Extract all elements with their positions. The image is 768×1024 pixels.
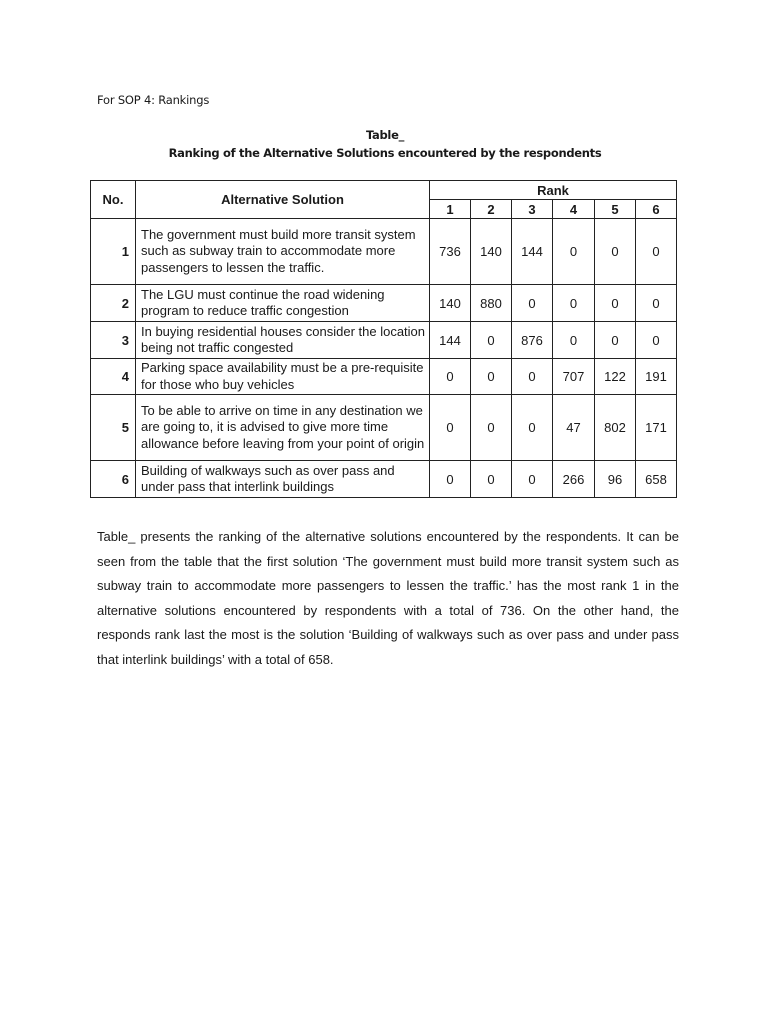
table-label: Table_ [365, 128, 405, 142]
rank-value: 0 [430, 461, 471, 498]
row-solution: In buying residential houses consider the location being not traffic congested [136, 322, 430, 359]
header-alternative-solution: Alternative Solution [136, 181, 430, 219]
rank-value: 0 [471, 395, 512, 461]
rank-value: 0 [636, 285, 677, 322]
row-number: 1 [91, 219, 136, 285]
rank-value: 0 [430, 395, 471, 461]
rank-col-4: 4 [553, 200, 595, 219]
rank-col-3: 3 [512, 200, 553, 219]
row-number: 2 [91, 285, 136, 322]
rank-value: 0 [471, 359, 512, 395]
rank-value: 96 [595, 461, 636, 498]
row-solution: To be able to arrive on time in any destination we are going to, it is advised to give more time allowance before leaving from your point of origin [136, 395, 430, 461]
rank-value: 140 [430, 285, 471, 322]
rank-value: 47 [553, 395, 595, 461]
rank-value: 171 [636, 395, 677, 461]
rank-value: 0 [471, 322, 512, 359]
rank-value: 0 [595, 219, 636, 285]
rank-value: 0 [595, 322, 636, 359]
rank-value: 0 [636, 322, 677, 359]
rank-col-1: 1 [430, 200, 471, 219]
rank-value: 0 [430, 359, 471, 395]
row-number: 4 [91, 359, 136, 395]
rank-value: 0 [553, 285, 595, 322]
row-solution: The government must build more transit system such as subway train to accommodate more passengers to lessen the traffic. [136, 219, 430, 285]
rank-value: 0 [553, 322, 595, 359]
rank-col-2: 2 [471, 200, 512, 219]
rank-value: 144 [512, 219, 553, 285]
rank-value: 144 [430, 322, 471, 359]
rank-value: 802 [595, 395, 636, 461]
rank-value: 266 [553, 461, 595, 498]
table-row [91, 359, 677, 395]
rank-value: 880 [471, 285, 512, 322]
rank-value: 876 [512, 322, 553, 359]
rank-value: 658 [636, 461, 677, 498]
row-number: 5 [91, 395, 136, 461]
table-row [91, 461, 677, 498]
row-number: 3 [91, 322, 136, 359]
table-row [91, 322, 677, 359]
rank-value: 0 [512, 395, 553, 461]
rank-value: 0 [512, 285, 553, 322]
header-no: No. [91, 181, 136, 219]
row-number: 6 [91, 461, 136, 498]
rank-col-6: 6 [636, 200, 677, 219]
rank-value: 122 [595, 359, 636, 395]
rank-value: 0 [471, 461, 512, 498]
row-solution: The LGU must continue the road widening program to reduce traffic congestion [136, 285, 430, 322]
rank-value: 0 [512, 461, 553, 498]
table-row [91, 285, 677, 322]
rank-value: 736 [430, 219, 471, 285]
rank-value: 0 [553, 219, 595, 285]
table-row [91, 219, 677, 285]
rank-col-5: 5 [595, 200, 636, 219]
row-solution: Building of walkways such as over pass and under pass that interlink buildings [136, 461, 430, 498]
table-title: Ranking of the Alternative Solutions encountered by the respondents [168, 146, 602, 160]
ranking-table [90, 180, 677, 498]
analysis-paragraph: Table_ presents the ranking of the alternative solutions encountered by the respondents. It can be seen from the table that the first solution ‘The government must build more transit system such as subway train to accommodate more passengers to lessen the traffic.’ has the most rank 1 in the alternative solutions encountered by respondents with a total of 736. On the other hand, the responds rank last the most is the solution ‘Building of walkways such as over pass and under pass that interlink buildings’ with a total of 658. [97, 529, 679, 667]
row-solution: Parking space availability must be a pre-requisite for those who buy vehicles [136, 359, 430, 395]
rank-value: 191 [636, 359, 677, 395]
rank-value: 0 [636, 219, 677, 285]
section-heading: For SOP 4: Rankings [97, 93, 210, 107]
rank-value: 0 [512, 359, 553, 395]
rank-value: 140 [471, 219, 512, 285]
table-row [91, 395, 677, 461]
rank-value: 0 [595, 285, 636, 322]
rank-value: 707 [553, 359, 595, 395]
header-rank: Rank [430, 181, 677, 200]
